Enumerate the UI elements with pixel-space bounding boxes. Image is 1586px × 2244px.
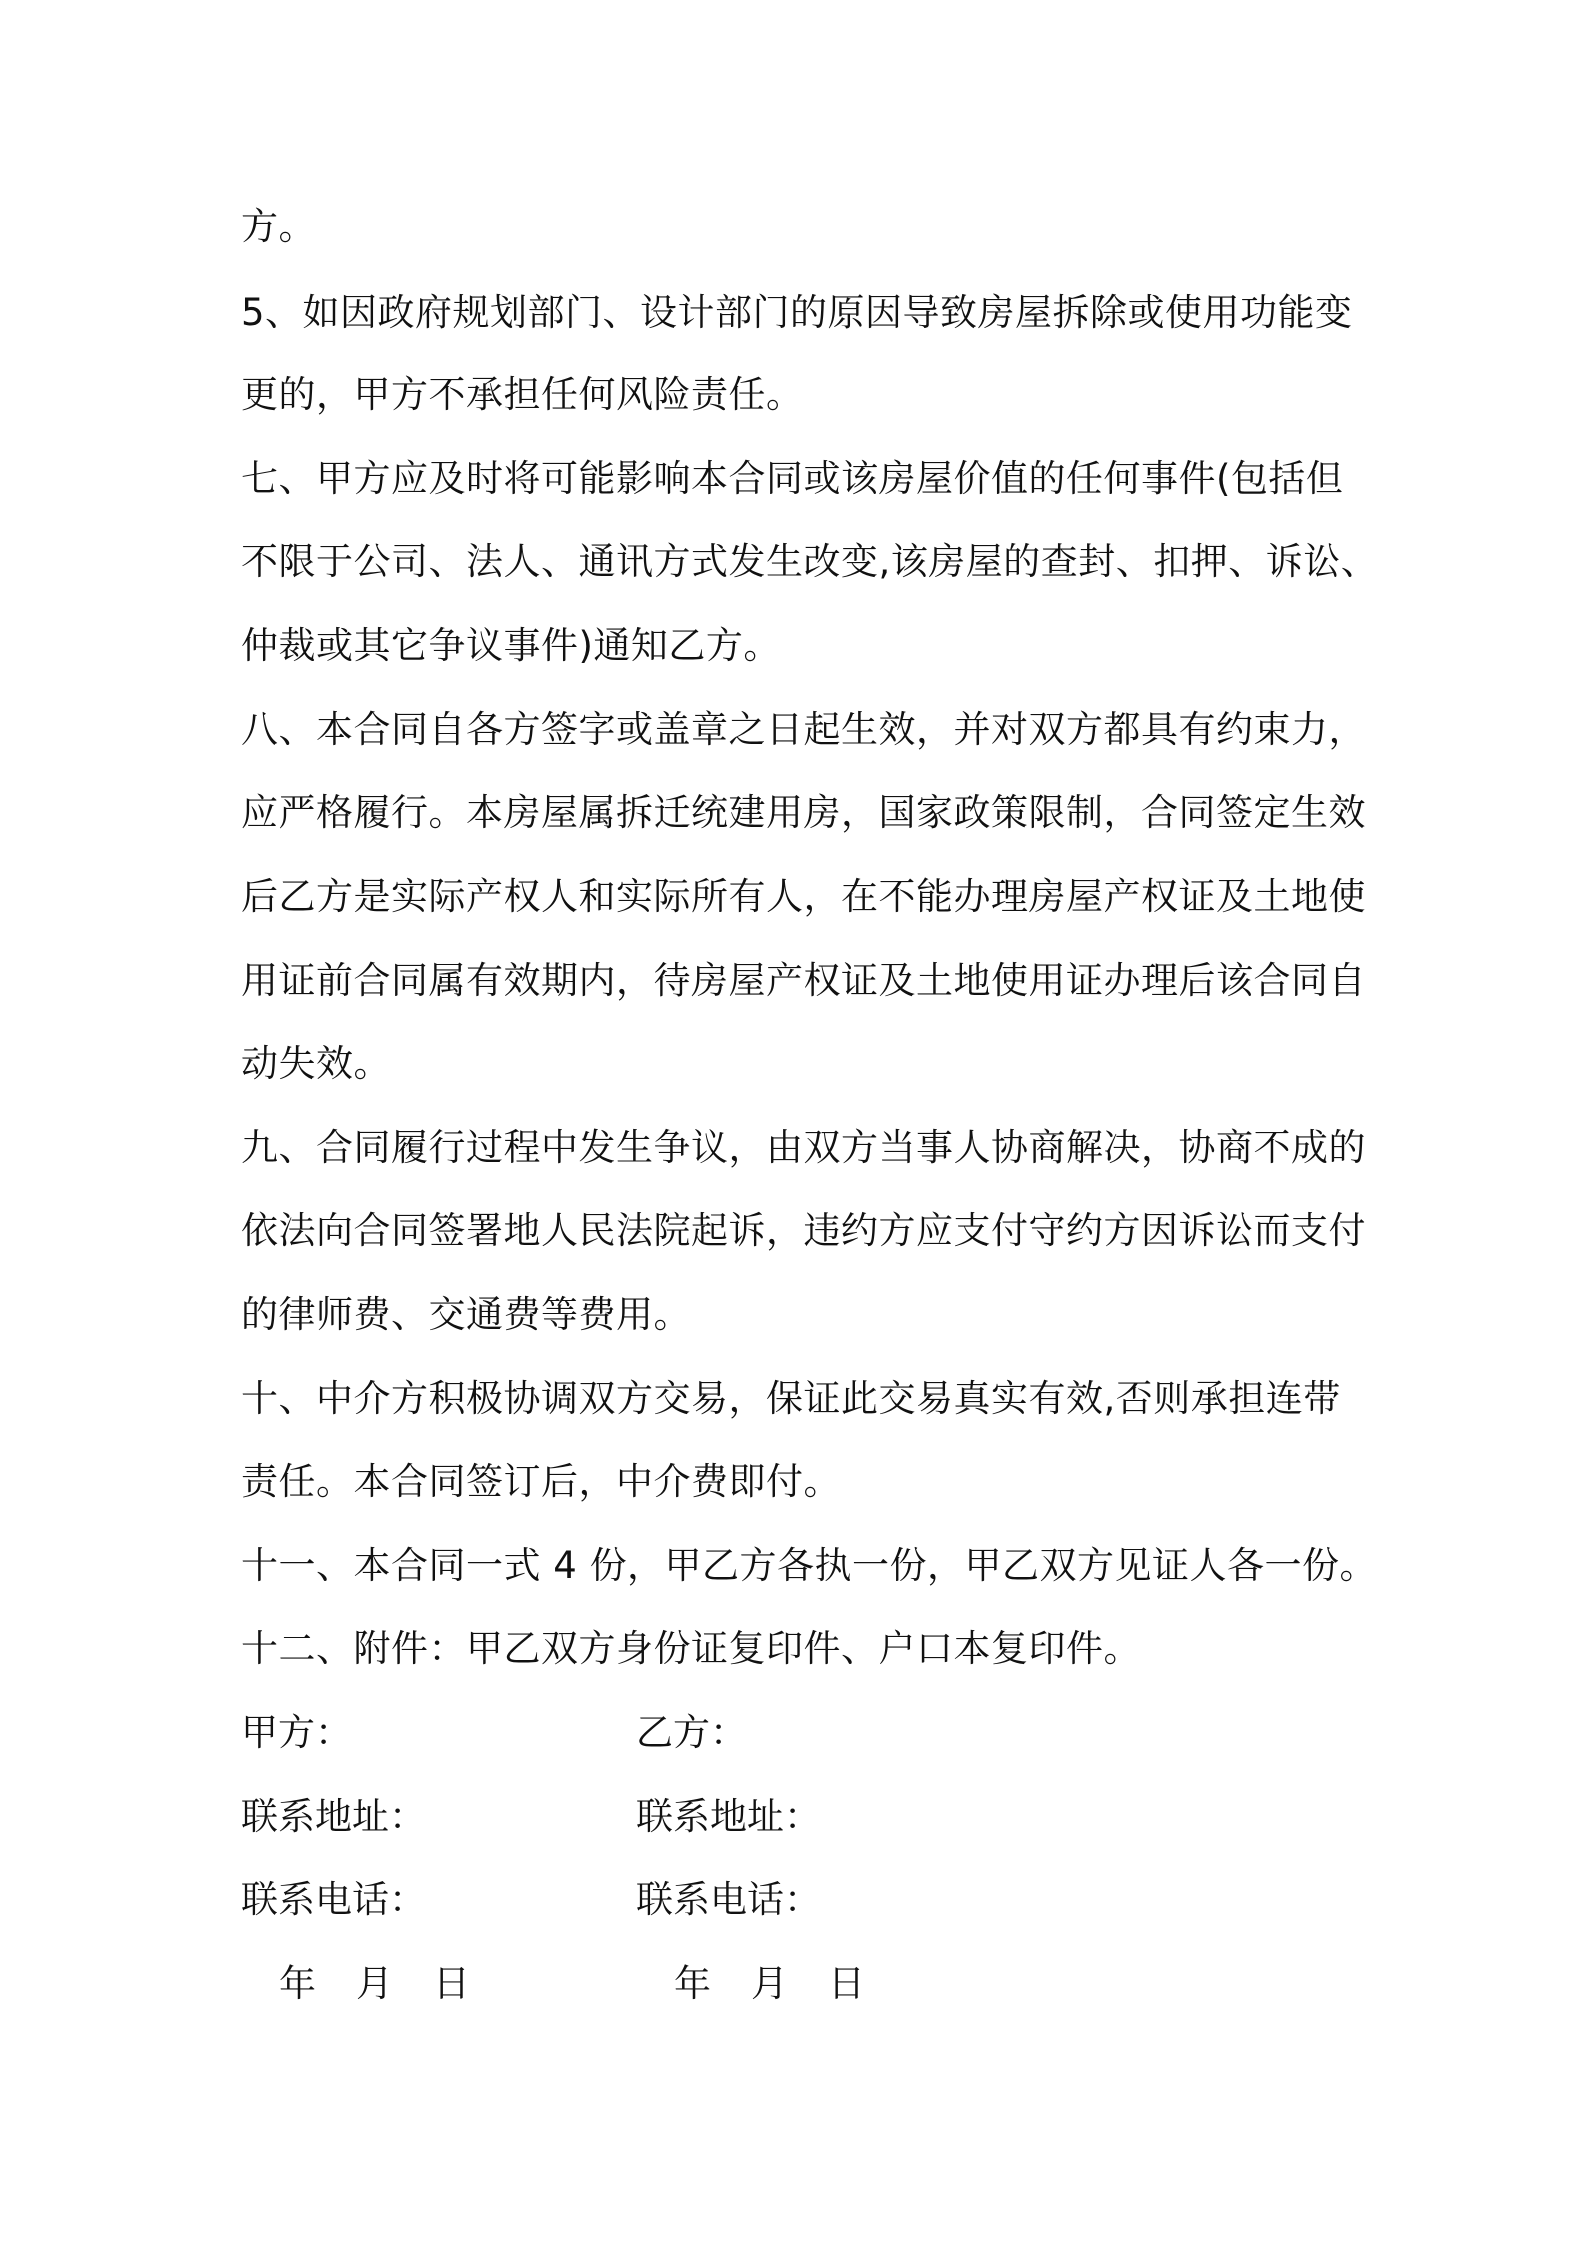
date-month-label: 月 — [751, 1962, 788, 2005]
signature-phone-row — [241, 1877, 1371, 1923]
signature-address-row — [241, 1794, 1371, 1840]
party-b-address-label: 联系地址： — [636, 1795, 821, 1838]
text-line: 十、中介方积极协调双方交易，保证此交易真实有效,否则承担连带 — [241, 1377, 1341, 1420]
text-line: 仲裁或其它争议事件)通知乙方。 — [241, 624, 781, 667]
text-line: 用证前合同属有效期内，待房屋产权证及土地使用证办理后该合同自 — [241, 959, 1366, 1002]
text-line: 七、甲方应及时将可能影响本合同或该房屋价值的任何事件(包括但 — [241, 457, 1344, 500]
text-line: 后乙方是实际产权人和实际所有人，在不能办理房屋产权证及土地使 — [241, 875, 1366, 918]
text-line: 九、合同履行过程中发生争议，由双方当事人协商解决，协商不成的 — [241, 1126, 1366, 1169]
party-b-phone-label: 联系电话： — [636, 1878, 821, 1921]
text-line: 更的，甲方不承担任何风险责任。 — [241, 373, 804, 416]
text-line: 的律师费、交通费等费用。 — [241, 1293, 691, 1336]
text-line: 不限于公司、法人、通讯方式发生改变,该房屋的查封、扣押、诉讼、 — [241, 540, 1379, 583]
text-line: 依法向合同签署地人民法院起诉，违约方应支付守约方因诉讼而支付 — [241, 1209, 1366, 1252]
text-line: 5、如因政府规划部门、设计部门的原因导致房屋拆除或使用功能变 — [241, 291, 1353, 334]
text-line: 十一、本合同一式 4 份，甲乙方各执一份，甲乙双方见证人各一份。 — [241, 1544, 1378, 1587]
text-line: 方。 — [241, 205, 316, 248]
signature-date-row — [241, 1961, 1371, 2007]
date-year-label: 年 — [279, 1962, 316, 2005]
signature-party-row — [241, 1710, 1371, 1756]
party-a-date — [279, 1961, 510, 2007]
date-month-label: 月 — [356, 1962, 393, 2005]
text-line: 八、本合同自各方签字或盖章之日起生效，并对双方都具有约束力， — [241, 708, 1366, 751]
text-line: 动失效。 — [241, 1042, 391, 1085]
text-line: 十二、附件：甲乙双方身份证复印件、户口本复印件。 — [241, 1627, 1141, 1670]
party-b-date — [674, 1961, 905, 2007]
date-year-label: 年 — [674, 1962, 711, 2005]
party-b-label: 乙方： — [636, 1711, 747, 1754]
text-line: 应严格履行。本房屋属拆迁统建用房，国家政策限制，合同签定生效 — [241, 791, 1366, 834]
party-a-label: 甲方： — [241, 1711, 352, 1754]
party-a-phone-label: 联系电话： — [241, 1878, 426, 1921]
date-day-label: 日 — [828, 1962, 865, 2005]
text-line: 责任。本合同签订后，中介费即付。 — [241, 1460, 841, 1503]
party-a-address-label: 联系地址： — [241, 1795, 426, 1838]
date-day-label: 日 — [433, 1962, 470, 2005]
